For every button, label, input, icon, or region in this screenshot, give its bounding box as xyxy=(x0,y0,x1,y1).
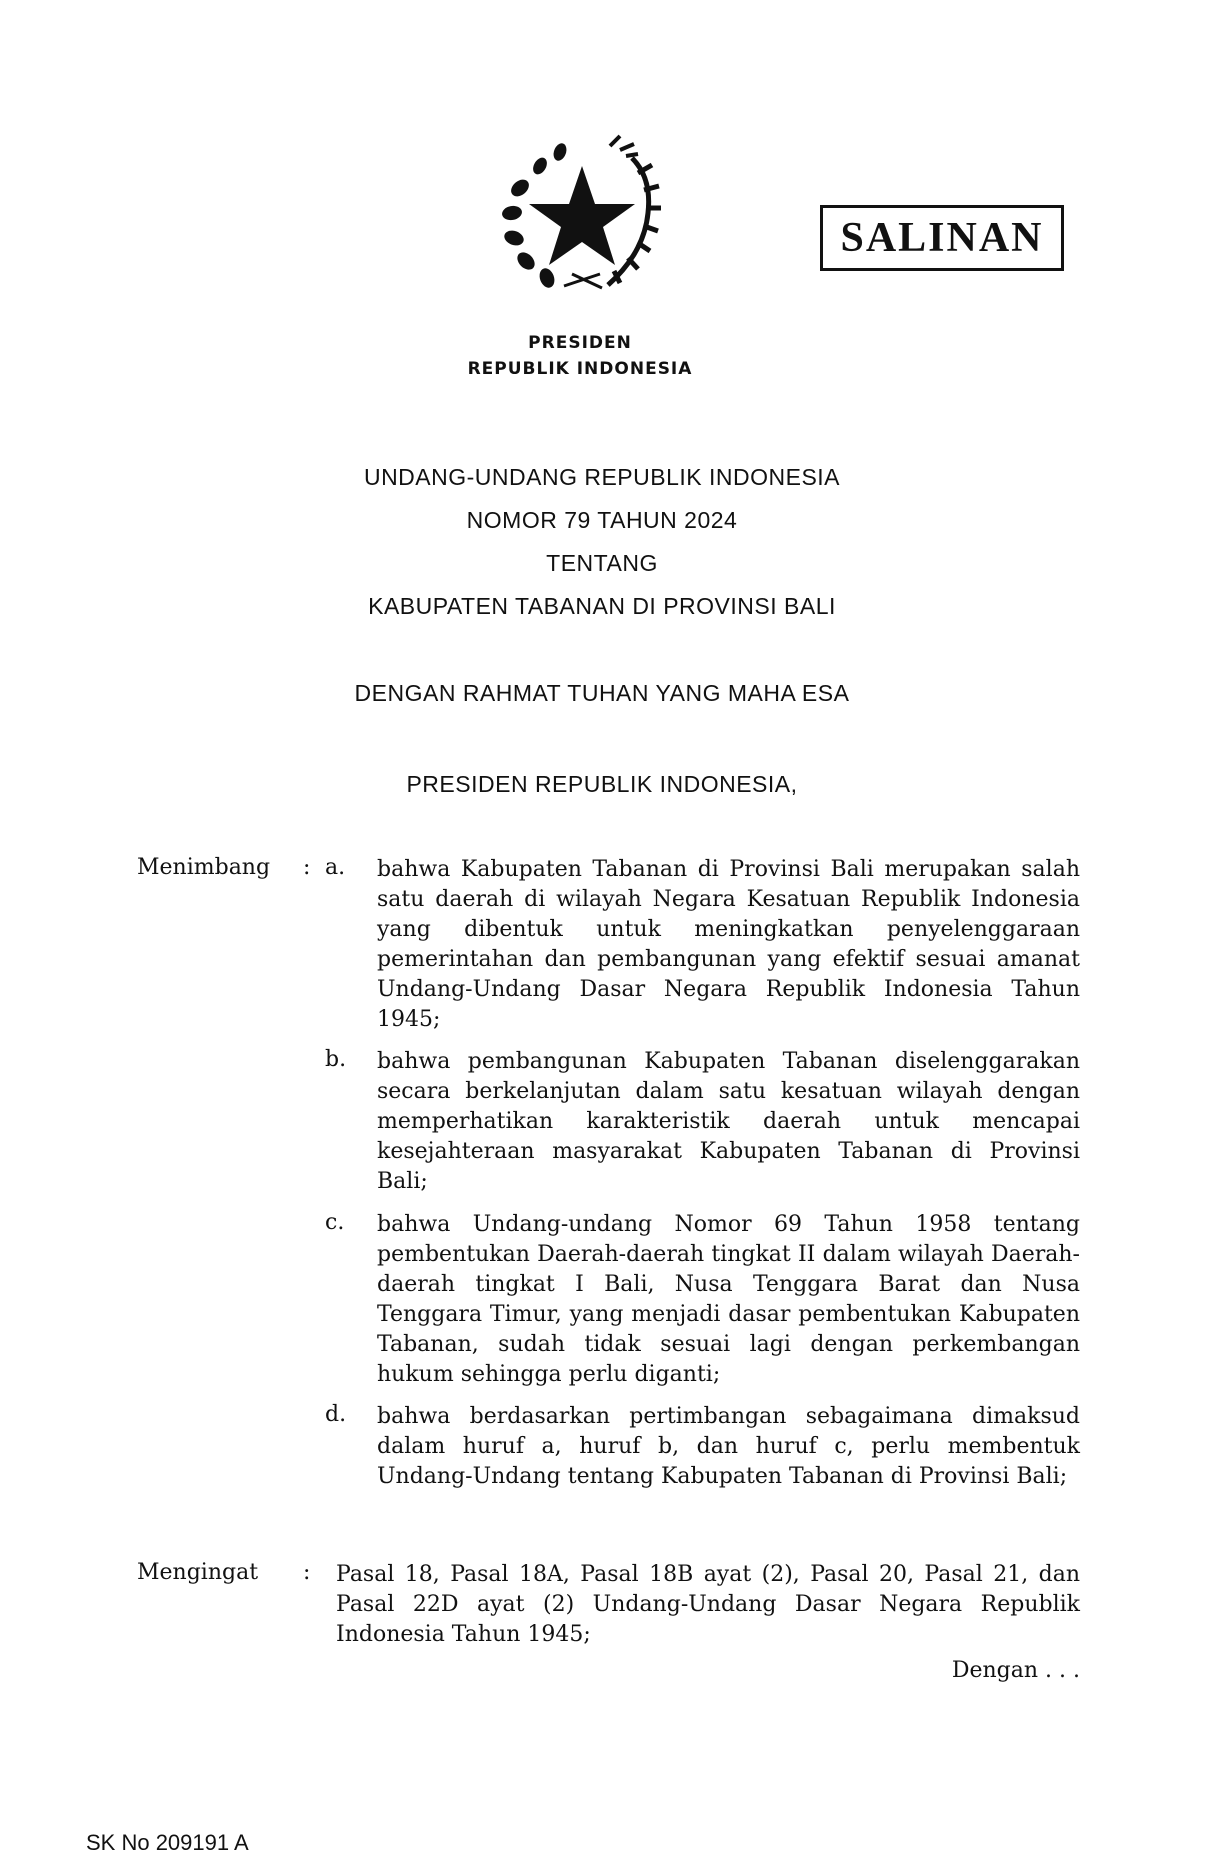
menimbang-label: Menimbang xyxy=(137,855,271,880)
item-marker: c. xyxy=(325,1210,345,1235)
item-text: bahwa Kabupaten Tabanan di Provinsi Bali merupakan salah satu daerah di wilayah Negara Kesatuan Republik Indonesia yang dibentuk untuk meningkatkan penyelenggaraan pemerintahan dan pembangunan yang efektif sesuai amanat Undang-Undang Dasar Negara Republik Indonesia Tahun 1945; xyxy=(377,857,1080,1032)
presidential-emblem-icon xyxy=(492,128,672,308)
title-line-4: KABUPATEN TABANAN DI PROVINSI BALI xyxy=(368,593,836,619)
mengingat-label: Mengingat xyxy=(137,1560,259,1585)
item-marker: d. xyxy=(325,1402,347,1427)
menimbang-colon: : xyxy=(303,855,311,880)
stamp-label: SALINAN xyxy=(840,215,1044,261)
issuer: PRESIDEN REPUBLIK INDONESIA, xyxy=(406,771,798,797)
title-line-1: UNDANG-UNDANG REPUBLIK INDONESIA xyxy=(363,464,841,490)
item-marker: b. xyxy=(325,1047,347,1072)
salinan-stamp xyxy=(820,205,1064,271)
sk-number: SK No 209191 A xyxy=(86,1830,249,1855)
title-line-2: NOMOR 79 TAHUN 2024 xyxy=(466,507,738,533)
page-continuation: Dengan . . . xyxy=(951,1658,1080,1683)
mengingat-text: Pasal 18, Pasal 18A, Pasal 18B ayat (2), Pasal 20, Pasal 21, dan Pasal 22D ayat (2) Undang-Undang Dasar Negara Republik Indonesia Tahun 1945; xyxy=(336,1562,1080,1647)
title-line-3: TENTANG xyxy=(546,550,658,576)
item-marker: a. xyxy=(325,855,346,880)
emblem-caption xyxy=(430,330,730,382)
item-text: bahwa pembangunan Kabupaten Tabanan diselenggarakan secara berkelanjutan dalam satu kesatuan wilayah dengan memperhatikan karakteristik daerah untuk mencapai kesejahteraan masyarakat Kabupaten Tabanan di Provinsi Bali; xyxy=(377,1049,1080,1194)
emblem-caption-line: REPUBLIK INDONESIA xyxy=(467,359,693,379)
preamble: DENGAN RAHMAT TUHAN YANG MAHA ESA xyxy=(354,680,850,706)
item-text: bahwa berdasarkan pertimbangan sebagaimana dimaksud dalam huruf a, huruf b, dan huruf c, perlu membentuk Undang-Undang tentang Kabupaten Tabanan di Provinsi Bali; xyxy=(377,1404,1080,1489)
mengingat-colon: : xyxy=(303,1560,311,1585)
item-text: bahwa Undang-undang Nomor 69 Tahun 1958 tentang pembentukan Daerah-daerah tingkat II dalam wilayah Daerah-daerah tingkat I Bali, Nusa Tenggara Barat dan Nusa Tenggara Timur, yang menjadi dasar pembentukan Kabupaten Tabanan, sudah tidak sesuai lagi dengan perkembangan hukum sehingga perlu diganti; xyxy=(377,1212,1080,1387)
emblem-caption-line: PRESIDEN xyxy=(528,333,632,353)
